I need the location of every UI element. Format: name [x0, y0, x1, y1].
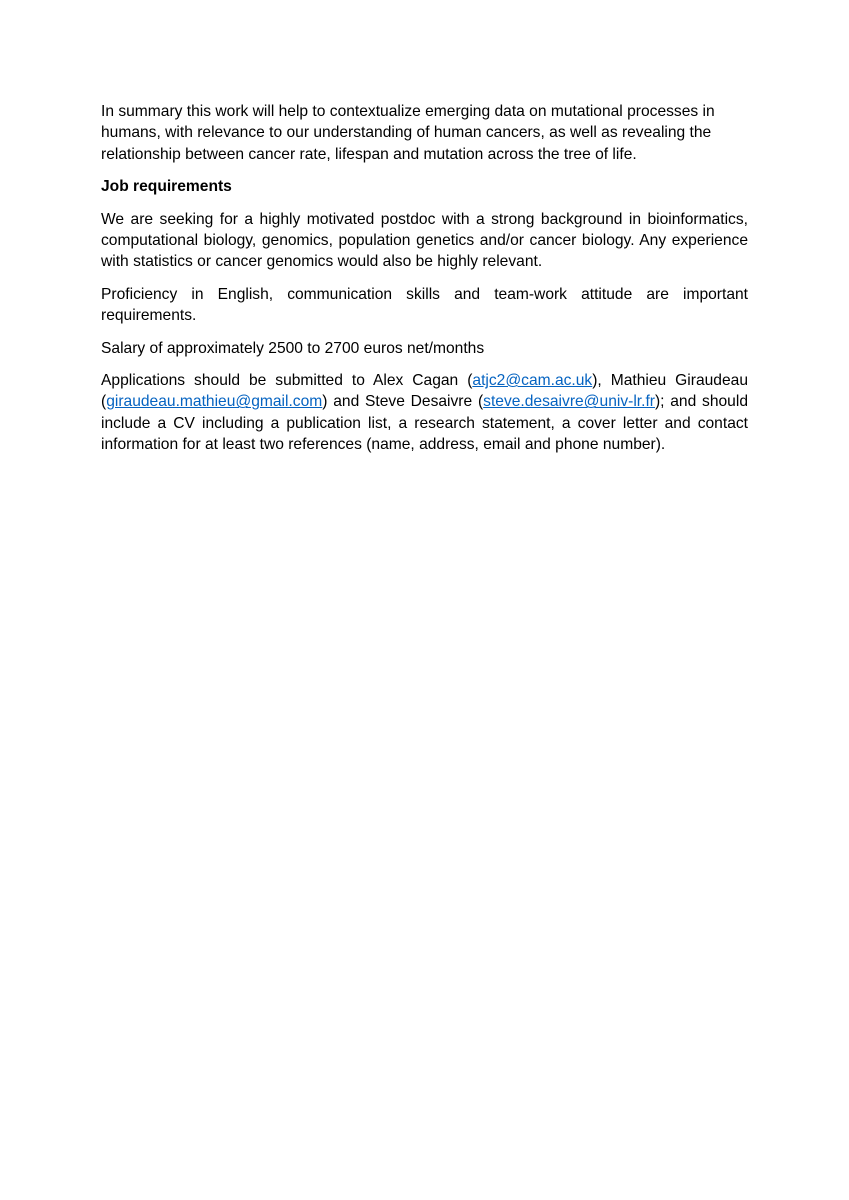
email-link-mathieu-giraudeau[interactable]: giraudeau.mathieu@gmail.com: [106, 393, 323, 411]
salary-paragraph: Salary of approximately 2500 to 2700 euros net/months: [101, 339, 485, 357]
applications-paragraph: [101, 370, 748, 456]
job-requirements-heading: Job requirements: [101, 178, 232, 196]
summary-paragraph: In summary this work will help to contextualize emerging data on mutational processes in humans, with relevance to our understanding of human cancers, as well as revealing the relationship between cancer rate, lifespan and mutation across the tree of life.: [101, 103, 715, 163]
applications-text-part1: Applications should be submitted to Alex Cagan (: [101, 372, 473, 390]
proficiency-paragraph: Proficiency in English, communication skills and team-work attitude are important requirements.: [101, 285, 748, 325]
applications-text-part2: ), Mathieu Giraudeau (: [101, 372, 748, 411]
applications-text-part3: ) and Steve Desaivre (: [322, 393, 484, 411]
email-link-steve-desaivre[interactable]: steve.desaivre@univ-lr.fr: [483, 393, 655, 411]
applications-text-part4: ); and should include a CV including a publication list, a research statement, a cover letter and contact information for at least two references (name, address, email and phone number).: [101, 393, 748, 454]
email-link-alex-cagan[interactable]: atjc2@cam.ac.uk: [472, 372, 593, 390]
requirements-paragraph: We are seeking for a highly motivated postdoc with a strong background in bioinformatics, computational biology, genomics, population genetics and/or cancer biology. Any experience with statistics or cancer genomics would also be highly relevant.: [101, 210, 748, 271]
document-body: [101, 101, 748, 467]
